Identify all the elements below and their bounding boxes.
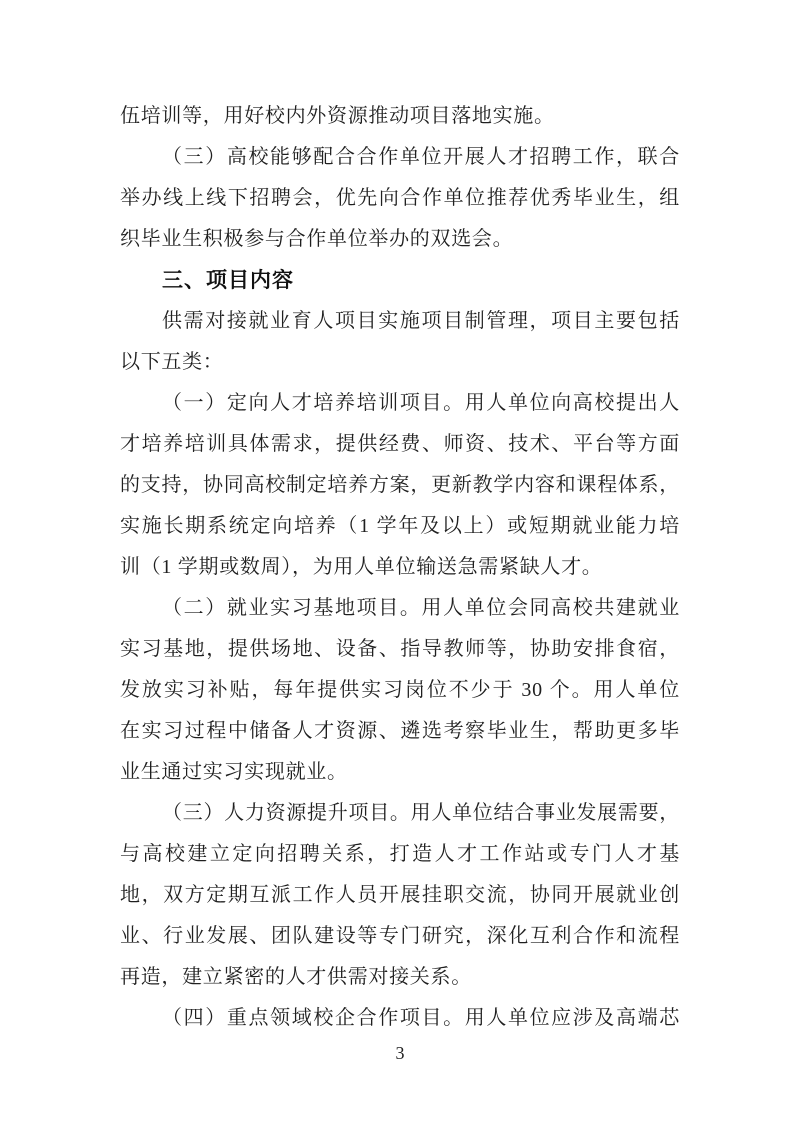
document-body [120, 96, 680, 1039]
text-line: 在实习过程中储备人才资源、遴选考察毕业生，帮助更多毕 [120, 720, 680, 742]
text-line: 训（1 学期或数周），为用人单位输送急需紧缺人才。 [120, 556, 603, 578]
section-heading: 三、项目内容 [162, 269, 294, 292]
text-line: （三）人力资源提升项目。用人单位结合事业发展需要， [162, 802, 680, 824]
text-line: 的支持，协同高校制定培养方案，更新教学内容和课程体系， [120, 474, 680, 496]
text-line: 以下五类： [120, 351, 224, 373]
text-line: 织毕业生积极参与合作单位举办的双选会。 [120, 228, 514, 250]
text-line: （一）定向人才培养培训项目。用人单位向高校提出人 [162, 392, 680, 414]
text-line: 再造，建立紧密的人才供需对接关系。 [120, 966, 472, 988]
page-number: 3 [395, 1043, 405, 1063]
text-line: 地，双方定期互派工作人员开展挂职交流，协同开展就业创 [120, 884, 680, 906]
text-line: （四）重点领域校企合作项目。用人单位应涉及高端芯 [162, 1007, 680, 1029]
text-line: （三）高校能够配合合作单位开展人才招聘工作，联合 [162, 146, 680, 168]
text-line: 业、行业发展、团队建设等专门研究，深化互利合作和流程 [120, 925, 680, 947]
text-line: 伍培训等，用好校内外资源推动项目落地实施。 [120, 105, 555, 127]
text-line: 实施长期系统定向培养（1 学年及以上）或短期就业能力培 [120, 515, 680, 537]
text-line: （二）就业实习基地项目。用人单位会同高校共建就业 [162, 597, 680, 619]
text-line: 实习基地，提供场地、设备、指导教师等，协助安排食宿， [120, 638, 680, 660]
text-line: 业生通过实习实现就业。 [120, 761, 348, 783]
page-footer [0, 1042, 800, 1064]
text-line: 发放实习补贴，每年提供实习岗位不少于 30 个。用人单位 [120, 679, 680, 701]
text-line: 举办线上线下招聘会，优先向合作单位推荐优秀毕业生，组 [120, 187, 680, 209]
text-line: 与高校建立定向招聘关系，打造人才工作站或专门人才基 [120, 843, 680, 865]
text-line: 供需对接就业育人项目实施项目制管理，项目主要包括 [162, 310, 680, 332]
text-line: 才培养培训具体需求，提供经费、师资、技术、平台等方面 [120, 433, 680, 455]
